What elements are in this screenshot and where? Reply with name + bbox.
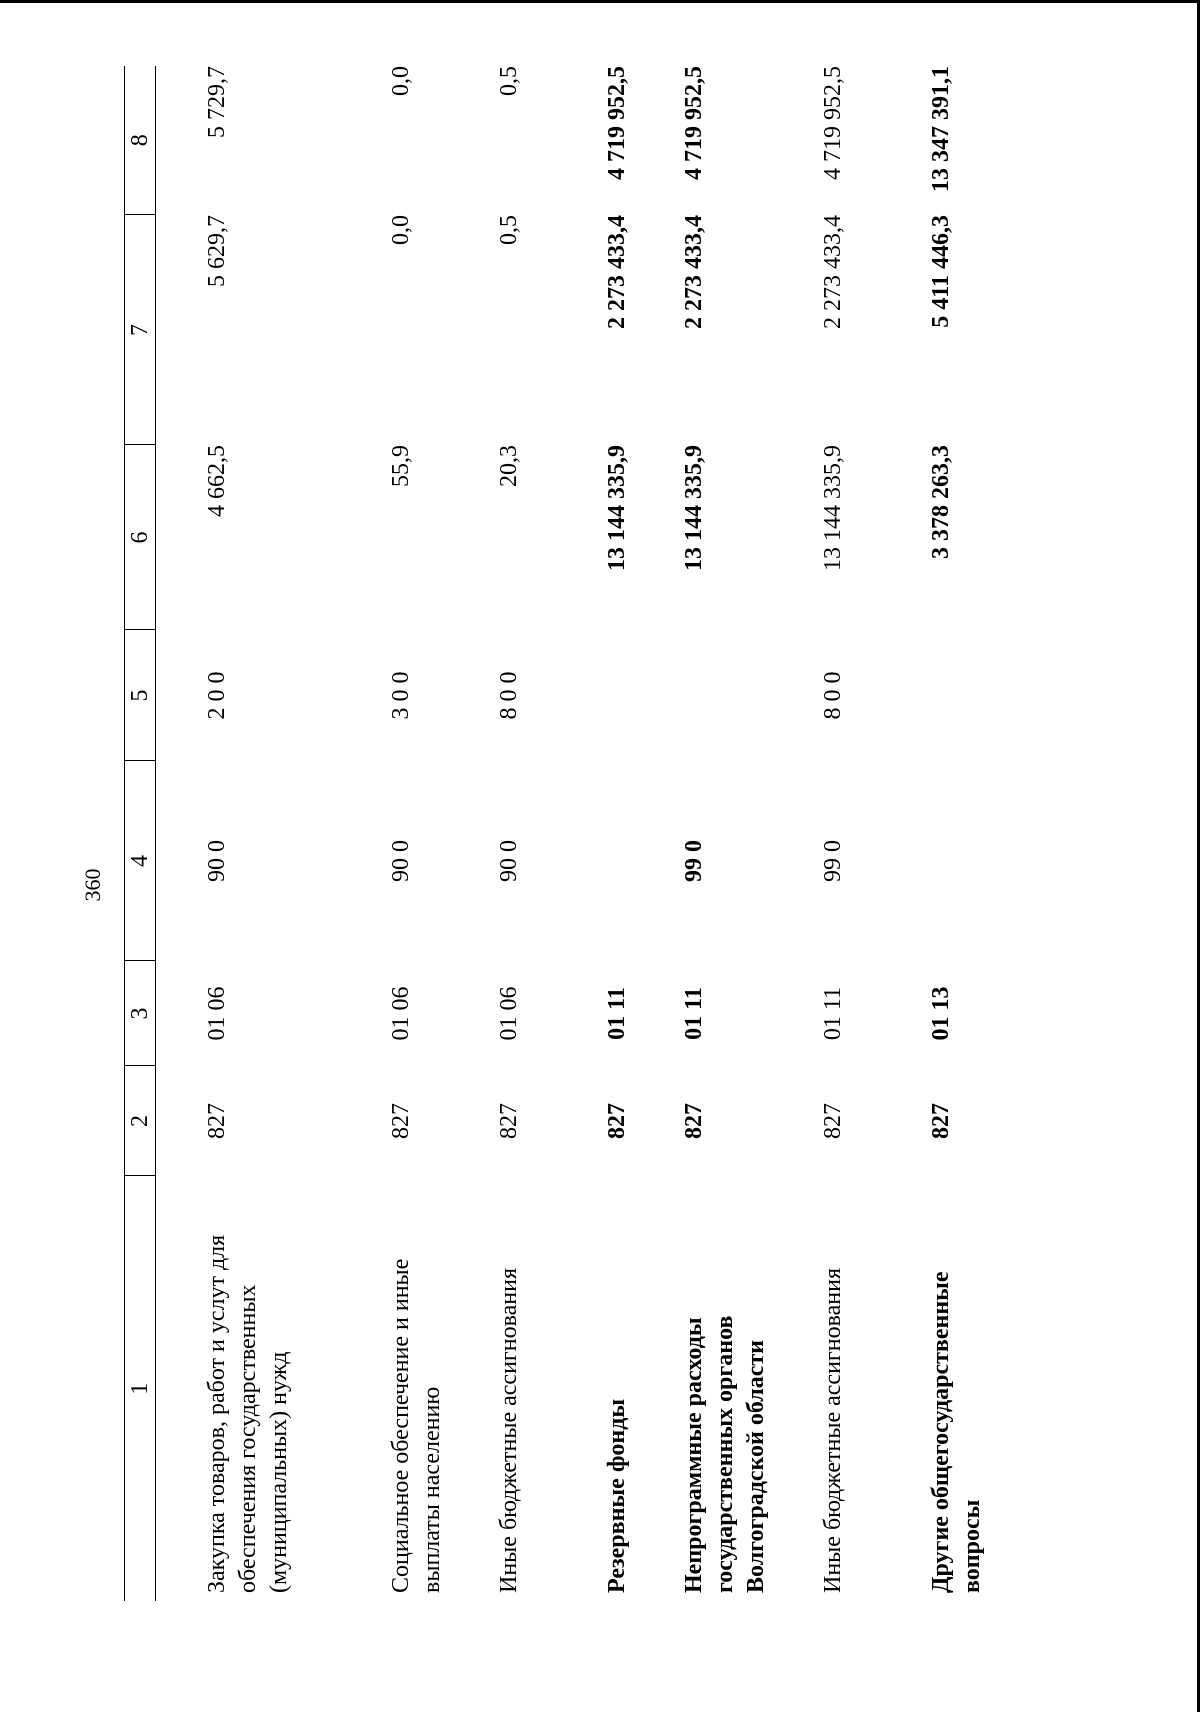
- code-section: 01 06: [496, 986, 522, 1041]
- code-ministry: 827: [496, 1103, 522, 1139]
- table-row: [494, 66, 556, 1601]
- code-ministry: 827: [820, 1103, 846, 1139]
- code-expense-type: 2 0 0: [204, 671, 230, 720]
- column-header: 4: [125, 761, 156, 961]
- amount-col-8: 4 719 952,5: [820, 66, 846, 180]
- row-spacer: [156, 66, 203, 1601]
- code-ministry: 827: [388, 1103, 414, 1139]
- table-header-row: [125, 66, 156, 1601]
- code-target: [926, 761, 1019, 961]
- rotated-table-area: [0, 3, 1200, 1715]
- amount-col-7: 0,5: [496, 215, 522, 245]
- amount-col-7: 0,0: [388, 215, 414, 245]
- code-target: 90 0: [388, 840, 414, 882]
- amount-col-7: 2 273 433,4: [681, 215, 707, 329]
- amount-col-6: 20,3: [496, 445, 522, 487]
- row-spacer: [556, 66, 602, 1601]
- column-header: 3: [125, 961, 156, 1066]
- table-row: [679, 66, 772, 1601]
- amount-col-6: 55,9: [388, 445, 414, 487]
- amount-col-6: 4 662,5: [204, 445, 230, 517]
- column-header: 2: [125, 1066, 156, 1176]
- row-spacer: [448, 66, 494, 1601]
- code-expense-type: [679, 630, 772, 761]
- spacer-cell: [772, 66, 818, 1601]
- row-description: Резервные фонды: [604, 1398, 630, 1593]
- page-number: 360: [80, 868, 105, 902]
- column-header: 8: [125, 66, 156, 215]
- code-ministry: 827: [681, 1103, 707, 1139]
- amount-col-7: 2 273 433,4: [604, 215, 630, 329]
- column-header: 7: [125, 215, 156, 445]
- spacer-cell: [556, 66, 602, 1601]
- amount-col-8: 4 719 952,5: [681, 66, 707, 180]
- row-spacer: [772, 66, 818, 1601]
- amount-col-8: 0,5: [496, 66, 522, 96]
- code-target: 90 0: [496, 840, 522, 882]
- code-target: [602, 761, 633, 961]
- code-section: 01 11: [604, 987, 630, 1040]
- code-expense-type: 8 0 0: [496, 671, 522, 720]
- code-ministry: 827: [204, 1103, 230, 1139]
- amount-col-8: 5 729,7: [204, 66, 230, 138]
- amount-col-6: 3 378 263,3: [928, 445, 954, 559]
- code-section: 01 11: [681, 987, 707, 1040]
- code-expense-type: 3 0 0: [388, 671, 414, 720]
- amount-col-7: 5 629,7: [204, 215, 230, 287]
- row-description: Непрограммные расходы государственных органов Волгоградской области: [681, 1315, 769, 1593]
- row-spacer: [633, 66, 679, 1601]
- row-description: Другие общегосударственные вопросы: [928, 1271, 985, 1593]
- code-ministry: 827: [604, 1103, 630, 1139]
- amount-col-7: 5 411 446,3: [928, 215, 954, 328]
- row-spacer: [880, 66, 926, 1601]
- spacer-cell: [156, 66, 203, 1601]
- amount-col-6: 13 144 335,9: [604, 445, 630, 571]
- column-header: 6: [125, 445, 156, 630]
- spacer-cell: [880, 66, 926, 1601]
- amount-col-7: 2 273 433,4: [820, 215, 846, 329]
- spacer-cell: [448, 66, 494, 1601]
- code-target: 90 0: [204, 840, 230, 882]
- table-row: [926, 66, 1019, 1601]
- code-target: 99 0: [681, 840, 707, 882]
- budget-table: [124, 66, 1019, 1601]
- code-ministry: 827: [928, 1103, 954, 1139]
- table-row: [818, 66, 880, 1601]
- row-description: Иные бюджетные ассигнования: [496, 1268, 522, 1593]
- amount-col-8: 4 719 952,5: [604, 66, 630, 180]
- row-description: Иные бюджетные ассигнования: [820, 1268, 846, 1593]
- table-row: [386, 66, 448, 1601]
- column-header: 1: [125, 1176, 156, 1601]
- column-header: 5: [125, 630, 156, 761]
- code-section: 01 13: [928, 986, 954, 1041]
- code-target: 99 0: [820, 840, 846, 882]
- code-expense-type: [926, 630, 1019, 761]
- code-expense-type: 8 0 0: [820, 671, 846, 720]
- spacer-cell: [633, 66, 679, 1601]
- amount-col-8: 13 347 391,1: [928, 66, 954, 192]
- table-body: [156, 66, 1020, 1601]
- row-description: Закупка товаров, работ и услут для обеспечения государственных (муниципальных) нужд: [204, 1234, 292, 1593]
- code-expense-type: [602, 630, 633, 761]
- code-section: 01 11: [820, 986, 846, 1041]
- table-row: [202, 66, 340, 1601]
- amount-col-8: 0,0: [388, 66, 414, 96]
- spacer-cell: [340, 66, 386, 1601]
- code-section: 01 06: [204, 986, 230, 1041]
- row-spacer: [340, 66, 386, 1601]
- amount-col-6: 13 144 335,9: [681, 445, 707, 571]
- amount-col-6: 13 144 335,9: [820, 445, 846, 571]
- row-description: Социальное обеспечение и иные выплаты населению: [388, 1258, 445, 1593]
- table-row: [602, 66, 633, 1601]
- code-section: 01 06: [388, 986, 414, 1041]
